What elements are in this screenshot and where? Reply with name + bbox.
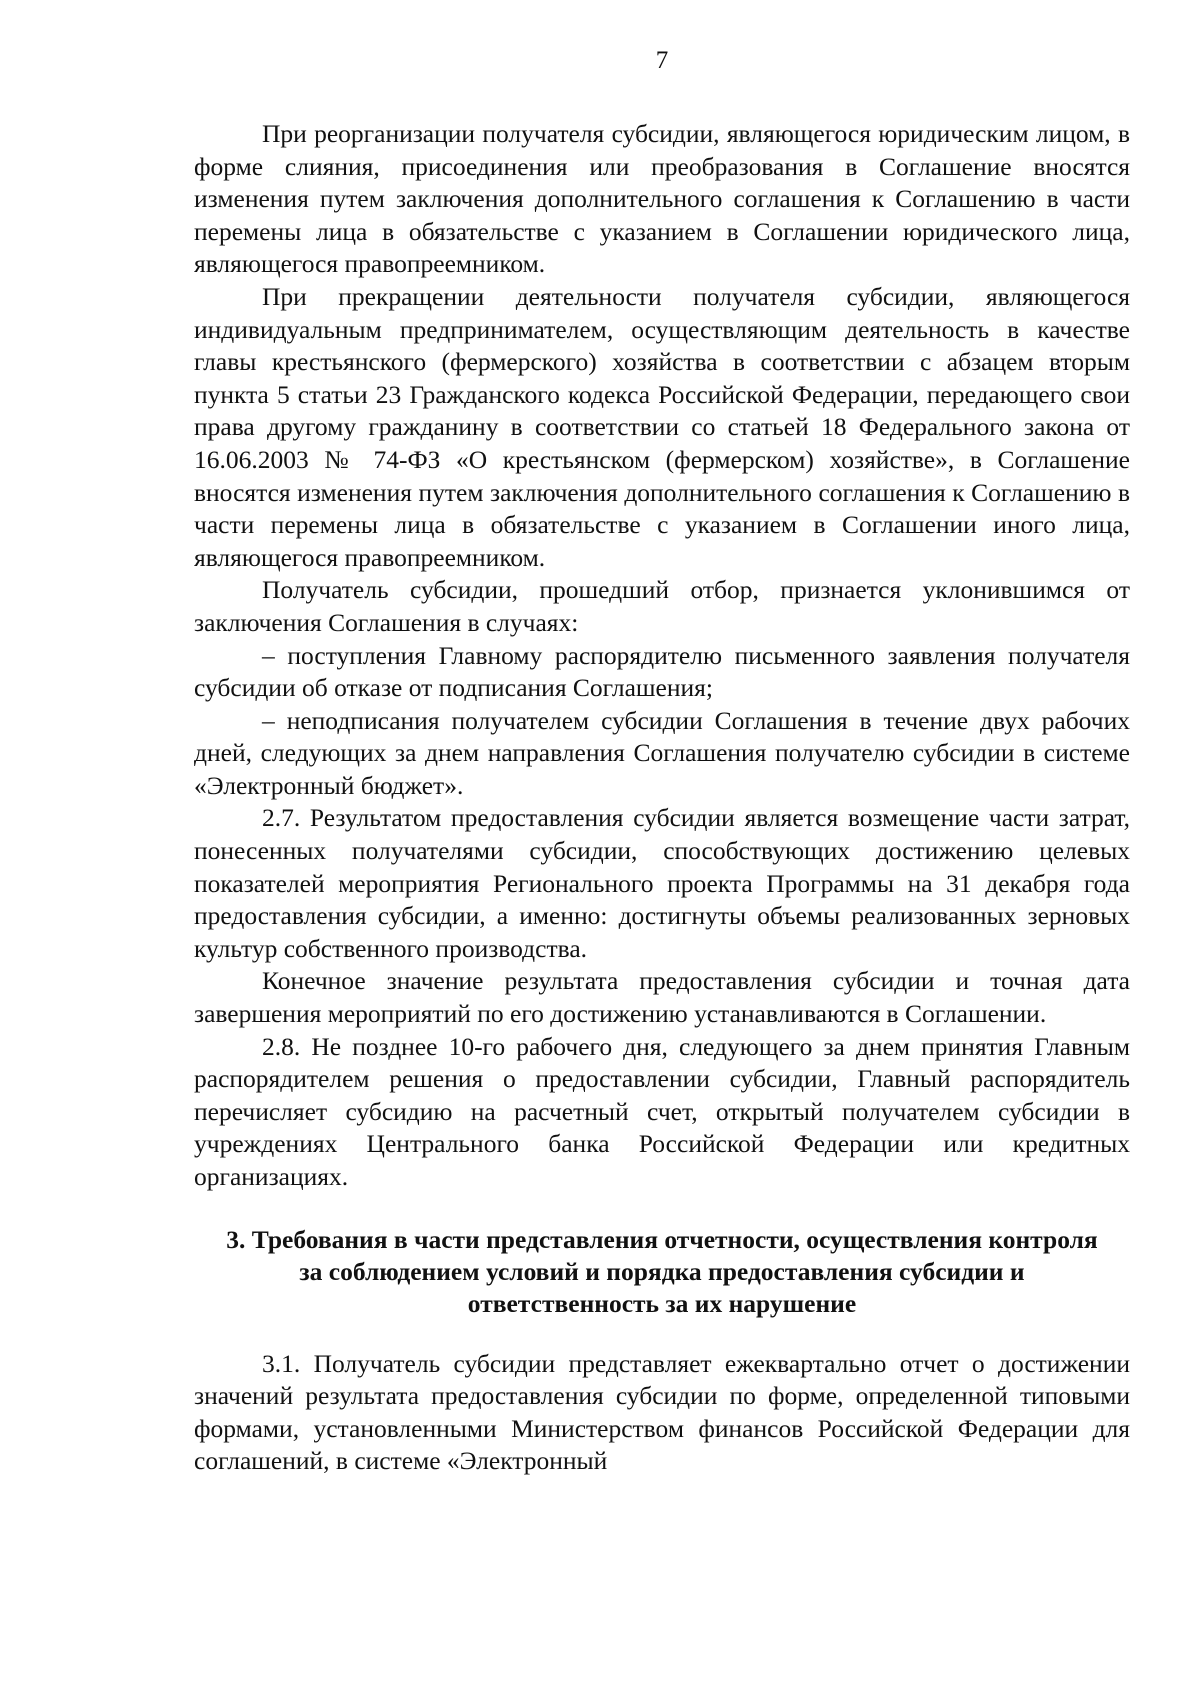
paragraph-termination: При прекращении деятельности получателя субсидии, являющегося индивидуальным предпринимателем, осуществляющим деятельность в качестве главы крестьянского (фермерского) хозяйства в соответствии с абзацем вторым пункта 5 статьи 23 Гражданского кодекса Российской Федерации, передающего свои права другому гражданину в соответствии со статьей 18 Федерального закона от 16.06.2003 № 74-ФЗ «О крестьянском (фермерском) хозяйстве», в Соглашение вносятся изменения путем заключения дополнительного соглашения к Соглашению в части перемены лица в обязательстве с указанием в Соглашении иного лица, являющегося правопреемником. [194,281,1130,572]
list-item-non-signing: – неподписания получателем субсидии Соглашения в течение двух рабочих дней, следующих за днем направления Соглашения получателю субсидии в системе «Электронный бюджет». [194,705,1130,800]
paragraph-2-7: 2.7. Результатом предоставления субсидии является возмещение части затрат, понесенных получателями субсидии, способствующих достижению целевых показателей мероприятия Регионального проекта Программы на 31 декабря года предоставления субсидии, а именно: достигнуты объемы реализованных зерновых культур собственного производства. [194,803,1130,963]
paragraph-3-1: 3.1. Получатель субсидии представляет ежеквартально отчет о достижении значений результата предоставления субсидии по форме, определенной типовыми формами, установленными Министерством финансов Российской Федерации для соглашений, в системе «Электронный [194,1348,1130,1476]
page-number: 7 [655,47,669,74]
document-body [194,118,1130,1478]
paragraph-2-8: 2.8. Не позднее 10-го рабочего дня, следующего за днем принятия Главным распорядителем решения о предоставлении субсидии, Главный распорядитель перечисляет субсидию на расчетный счет, открытый получателем субсидии в учреждениях Центрального банка Российской Федерации или кредитных организациях. [194,1031,1130,1191]
paragraph-evasion: Получатель субсидии, прошедший отбор, признается уклонившимся от заключения Соглашения в случаях: [194,575,1130,637]
section-heading: 3. Требования в части представления отчетности, осуществления контроля за соблюдением условий и порядка предоставления субсидии и ответственность за их нарушение [226,1224,1098,1318]
paragraph-reorganization: При реорганизации получателя субсидии, являющегося юридическим лицом, в форме слияния, присоединения или преобразования в Соглашение вносятся изменения путем заключения дополнительного соглашения к Соглашению в части перемены лица в обязательстве с указанием в Соглашении юридического лица, являющегося правопреемником. [194,119,1130,279]
list-item-refusal: – поступления Главному распорядителю письменного заявления получателя субсидии об отказе от подписания Соглашения; [194,640,1130,703]
paragraph-final-value: Конечное значение результата предоставления субсидии и точная дата завершения мероприятий по его достижению устанавливаются в Соглашении. [194,966,1130,1029]
